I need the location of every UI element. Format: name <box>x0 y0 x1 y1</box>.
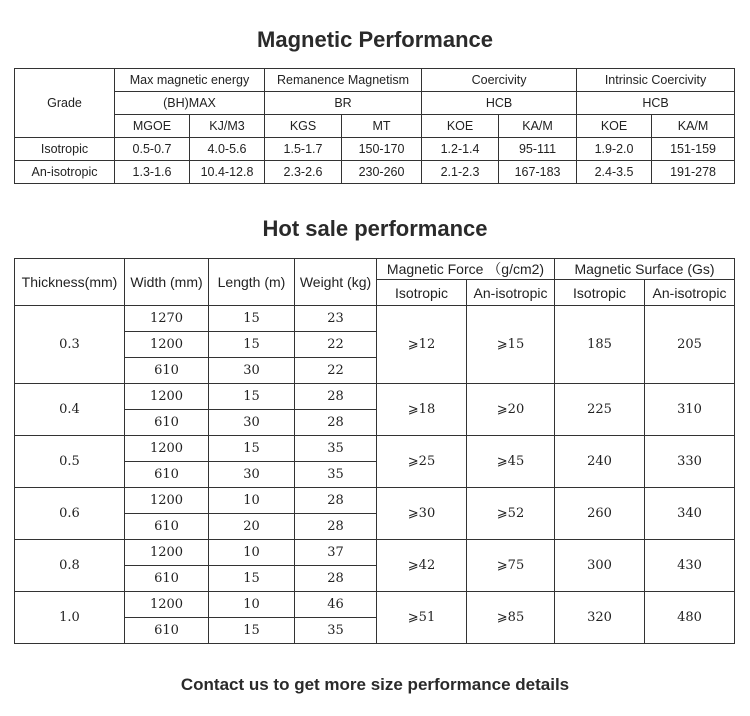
width-header: Width (mm) <box>125 259 209 306</box>
unit-header: KJ/M3 <box>190 115 265 138</box>
isotropic-header: Isotropic <box>555 280 645 306</box>
width-cell: 610 <box>125 462 209 488</box>
width-cell: 1270 <box>125 306 209 332</box>
unit-header: MT <box>342 115 422 138</box>
width-cell: 1200 <box>125 436 209 462</box>
weight-cell: 28 <box>295 410 377 436</box>
weight-cell: 35 <box>295 618 377 644</box>
force-isotropic-cell: ⩾12 <box>377 306 467 384</box>
property-header: Intrinsic Coercivity <box>577 69 735 92</box>
property-header: Max magnetic energy <box>115 69 265 92</box>
width-cell: 1200 <box>125 332 209 358</box>
property-header: Remanence Magnetism <box>265 69 422 92</box>
thickness-cell: 0.3 <box>15 306 125 384</box>
hot-sale-performance-title: Hot sale performance <box>262 216 488 241</box>
force-isotropic-cell: ⩾42 <box>377 540 467 592</box>
length-cell: 10 <box>209 488 295 514</box>
weight-cell: 28 <box>295 514 377 540</box>
anisotropic-header: An-isotropic <box>467 280 555 306</box>
surface-anisotropic-cell: 330 <box>645 436 735 488</box>
thickness-cell: 0.8 <box>15 540 125 592</box>
weight-cell: 28 <box>295 384 377 410</box>
surface-isotropic-cell: 185 <box>555 306 645 384</box>
force-anisotropic-cell: ⩾45 <box>467 436 555 488</box>
length-cell: 15 <box>209 332 295 358</box>
width-cell: 1200 <box>125 540 209 566</box>
value-cell: 230-260 <box>342 161 422 184</box>
width-cell: 610 <box>125 514 209 540</box>
property-header: Coercivity <box>422 69 577 92</box>
force-isotropic-cell: ⩾51 <box>377 592 467 644</box>
unit-header: KGS <box>265 115 342 138</box>
grade-header: Grade <box>15 69 115 138</box>
length-cell: 15 <box>209 566 295 592</box>
value-cell: 1.9-2.0 <box>577 138 652 161</box>
unit-header: KOE <box>577 115 652 138</box>
unit-header: KA/M <box>652 115 735 138</box>
value-cell: 95-111 <box>499 138 577 161</box>
value-cell: 151-159 <box>652 138 735 161</box>
length-header: Length (m) <box>209 259 295 306</box>
width-cell: 1200 <box>125 384 209 410</box>
magnetic-performance-table <box>14 68 735 184</box>
value-cell: 1.3-1.6 <box>115 161 190 184</box>
weight-cell: 35 <box>295 436 377 462</box>
surface-anisotropic-cell: 430 <box>645 540 735 592</box>
surface-isotropic-cell: 320 <box>555 592 645 644</box>
surface-isotropic-cell: 300 <box>555 540 645 592</box>
length-cell: 15 <box>209 306 295 332</box>
weight-cell: 46 <box>295 592 377 618</box>
weight-cell: 28 <box>295 566 377 592</box>
unit-header: KA/M <box>499 115 577 138</box>
value-cell: 0.5-0.7 <box>115 138 190 161</box>
value-cell: 1.5-1.7 <box>265 138 342 161</box>
table-row <box>15 540 735 566</box>
width-cell: 610 <box>125 410 209 436</box>
symbol-header: HCB <box>422 92 577 115</box>
weight-header: Weight (kg) <box>295 259 377 306</box>
value-cell: 2.3-2.6 <box>265 161 342 184</box>
length-cell: 30 <box>209 410 295 436</box>
anisotropic-header: An-isotropic <box>645 280 735 306</box>
weight-cell: 23 <box>295 306 377 332</box>
value-cell: 10.4-12.8 <box>190 161 265 184</box>
table-row <box>15 488 735 514</box>
symbol-header: (BH)MAX <box>115 92 265 115</box>
value-cell: 1.2-1.4 <box>422 138 499 161</box>
length-cell: 15 <box>209 384 295 410</box>
magnetic-surface-header: Magnetic Surface (Gs) <box>555 259 735 280</box>
weight-cell: 35 <box>295 462 377 488</box>
force-anisotropic-cell: ⩾75 <box>467 540 555 592</box>
weight-cell: 22 <box>295 332 377 358</box>
grade-cell: An-isotropic <box>15 161 115 184</box>
force-anisotropic-cell: ⩾85 <box>467 592 555 644</box>
unit-header: KOE <box>422 115 499 138</box>
length-cell: 15 <box>209 618 295 644</box>
table-header-row <box>15 69 735 92</box>
table-header-row <box>15 115 735 138</box>
symbol-header: HCB <box>577 92 735 115</box>
length-cell: 30 <box>209 462 295 488</box>
length-cell: 20 <box>209 514 295 540</box>
force-anisotropic-cell: ⩾20 <box>467 384 555 436</box>
thickness-cell: 0.6 <box>15 488 125 540</box>
weight-cell: 37 <box>295 540 377 566</box>
table-header-row <box>15 259 735 280</box>
thickness-cell: 0.5 <box>15 436 125 488</box>
table-row <box>15 138 735 161</box>
grade-cell: Isotropic <box>15 138 115 161</box>
thickness-cell: 1.0 <box>15 592 125 644</box>
weight-cell: 28 <box>295 488 377 514</box>
width-cell: 610 <box>125 566 209 592</box>
force-anisotropic-cell: ⩾52 <box>467 488 555 540</box>
symbol-header: BR <box>265 92 422 115</box>
value-cell: 2.1-2.3 <box>422 161 499 184</box>
unit-header: MGOE <box>115 115 190 138</box>
length-cell: 10 <box>209 592 295 618</box>
surface-isotropic-cell: 260 <box>555 488 645 540</box>
value-cell: 4.0-5.6 <box>190 138 265 161</box>
isotropic-header: Isotropic <box>377 280 467 306</box>
length-cell: 10 <box>209 540 295 566</box>
force-isotropic-cell: ⩾30 <box>377 488 467 540</box>
contact-footer-note: Contact us to get more size performance details <box>180 675 570 694</box>
table-row <box>15 436 735 462</box>
surface-isotropic-cell: 240 <box>555 436 645 488</box>
force-isotropic-cell: ⩾25 <box>377 436 467 488</box>
width-cell: 1200 <box>125 488 209 514</box>
hot-sale-performance-table <box>14 258 735 644</box>
surface-anisotropic-cell: 205 <box>645 306 735 384</box>
table-row <box>15 384 735 410</box>
thickness-header: Thickness(mm) <box>15 259 125 306</box>
surface-anisotropic-cell: 480 <box>645 592 735 644</box>
table-row <box>15 592 735 618</box>
surface-isotropic-cell: 225 <box>555 384 645 436</box>
width-cell: 610 <box>125 618 209 644</box>
weight-cell: 22 <box>295 358 377 384</box>
value-cell: 191-278 <box>652 161 735 184</box>
value-cell: 2.4-3.5 <box>577 161 652 184</box>
length-cell: 30 <box>209 358 295 384</box>
table-row <box>15 161 735 184</box>
surface-anisotropic-cell: 310 <box>645 384 735 436</box>
thickness-cell: 0.4 <box>15 384 125 436</box>
value-cell: 150-170 <box>342 138 422 161</box>
width-cell: 1200 <box>125 592 209 618</box>
table-header-row <box>15 92 735 115</box>
magnetic-force-header: Magnetic Force （g/cm2) <box>377 259 555 280</box>
length-cell: 15 <box>209 436 295 462</box>
width-cell: 610 <box>125 358 209 384</box>
value-cell: 167-183 <box>499 161 577 184</box>
force-isotropic-cell: ⩾18 <box>377 384 467 436</box>
table-row <box>15 306 735 332</box>
force-anisotropic-cell: ⩾15 <box>467 306 555 384</box>
magnetic-performance-title: Magnetic Performance <box>257 27 493 52</box>
surface-anisotropic-cell: 340 <box>645 488 735 540</box>
